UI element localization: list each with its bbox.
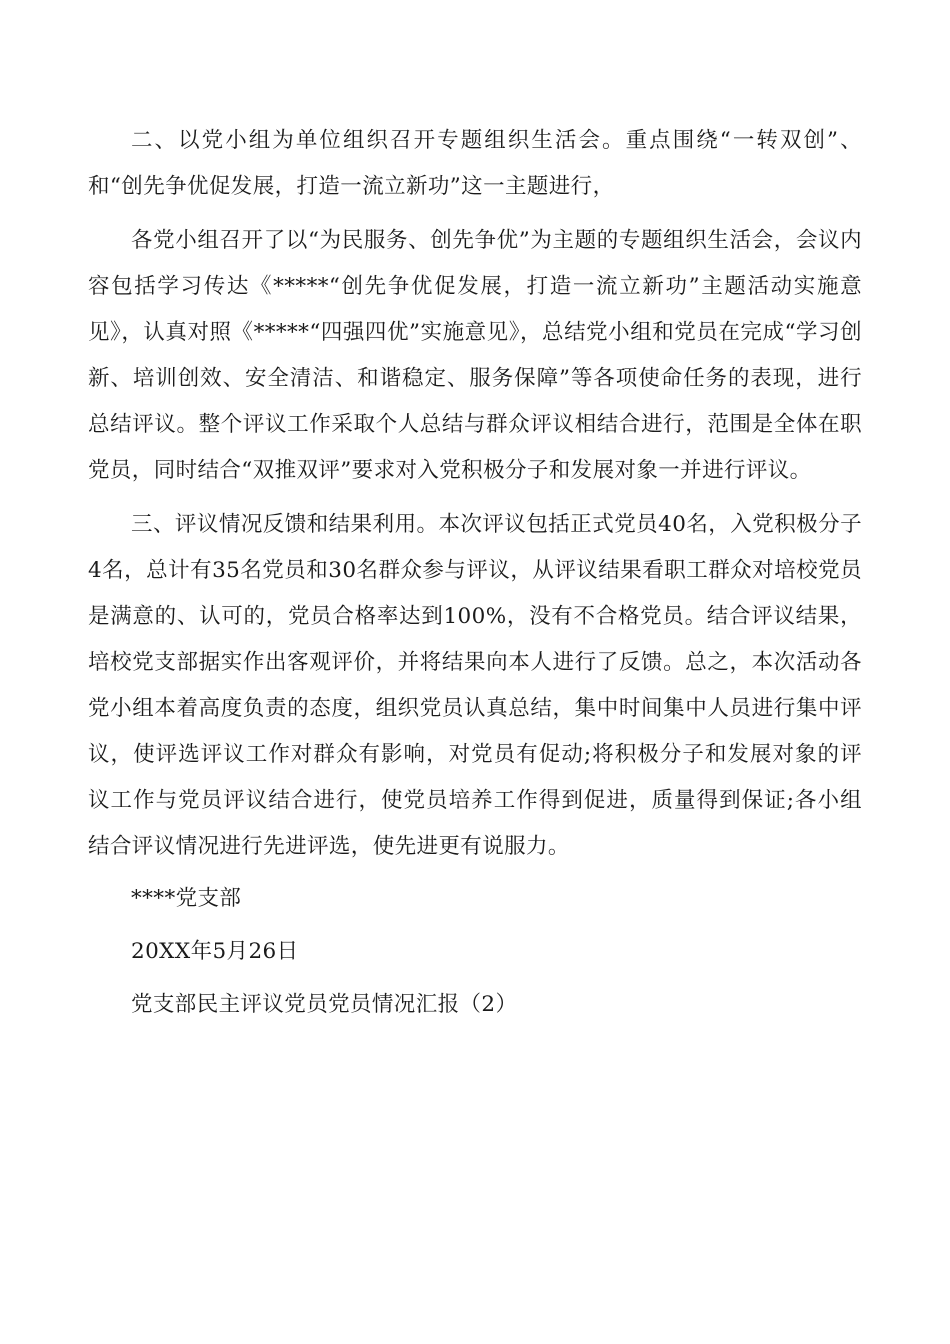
document-body — [88, 118, 862, 1031]
paragraph-section-two: 二、以党小组为单位组织召开专题组织生活会。重点围绕“一转双创”、和“创先争优促发展，打造一流立新功”这一主题进行， — [88, 128, 862, 199]
date-line: 20XX年5月26日 — [131, 939, 299, 964]
paragraph-section-three: 三、评议情况反馈和结果利用。本次评议包括正式党员40名，入党积极分子4名，总计有35名党员和30名群众参与评议，从评议结果看职工群众对培校党员是满意的、认可的，党员合格率达到100%，没有不合格党员。结合评议结果，培校党支部据实作出客观评价，并将结果向本人进行了反馈。总之，本次活动各党小组本着高度负责的态度，组织党员认真总结，集中时间集中人员进行集中评议，使评选评议工作对群众有影响，对党员有促动;将积极分子和发展对象的评议工作与党员评议结合进行，使党员培养工作得到促进，质量得到保证;各小组结合评议情况进行先进评选，使先进更有说服力。 — [88, 512, 862, 859]
signature-line: ****党支部 — [131, 886, 242, 911]
paragraph-meeting-details: 各党小组召开了以“为民服务、创先争优”为主题的专题组织生活会，会议内容包括学习传达《*****“创先争优促发展，打造一流立新功”主题活动实施意见》，认真对照《*****“四强四优”实施意见》，总结党小组和党员在完成“学习创新、培训创效、安全清洁、和谐稳定、服务保障”等各项使命任务的表现，进行总结评议。整个评议工作采取个人总结与群众评议相结合进行，范围是全体在职党员，同时结合“双推双评”要求对入党积极分子和发展对象一并进行评议。 — [88, 228, 862, 483]
next-report-title: 党支部民主评议党员党员情况汇报（2） — [131, 992, 518, 1017]
